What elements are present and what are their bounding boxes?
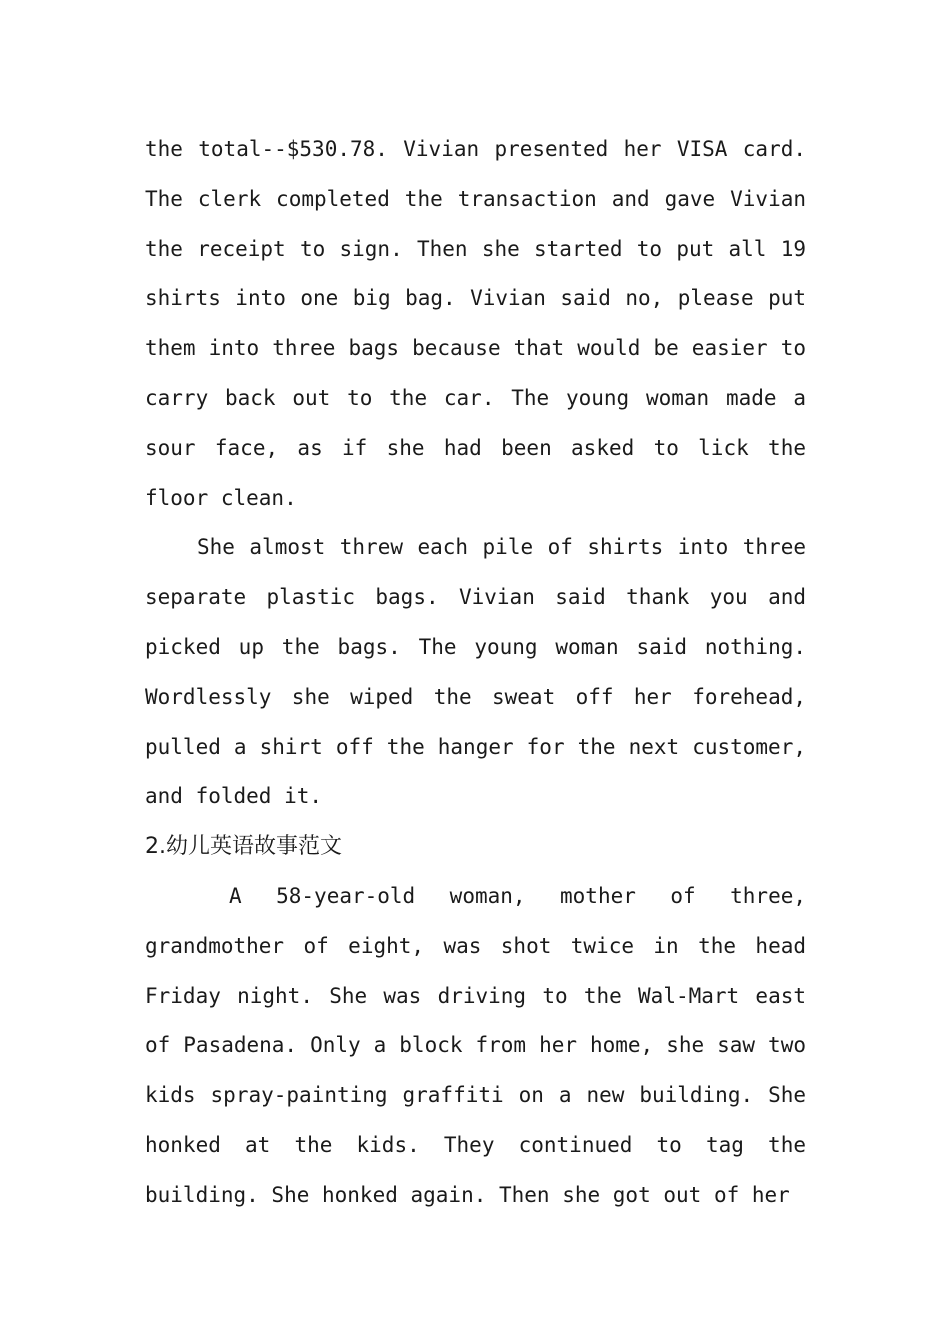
document-body [145,125,806,1221]
paragraph-shirts: She almost threw each pile of shirts into three separate plastic bags. Vivian said thank you and picked up the bags. The young woman said nothing. Wordlessly she wiped the sweat off her forehead, pulled a shirt off the hanger for the next customer, and folded it. [145,535,806,809]
section-heading: 2.幼儿英语故事范文 [145,834,342,860]
paragraph-continuation: the total--$530.78. Vivian presented her VISA card. The clerk completed the transaction and gave Vivian the receipt to sign. Then she started to put all 19 shirts into one big bag. Vivian said no, please put them into three bags because that would be easier to carry back out to the car. The young woman made a sour face, as if she had been asked to lick the floor clean. [145,137,806,510]
paragraph-story: A 58-year-old woman, mother of three, grandmother of eight, was shot twice in the head Friday night. She was driving to the Wal-Mart east of Pasadena. Only a block from her home, she saw two kids spray-painting graffiti on a new building. She honked at the kids. They continued to tag the building. She honked again. Then she got out of her [145,883,806,1207]
